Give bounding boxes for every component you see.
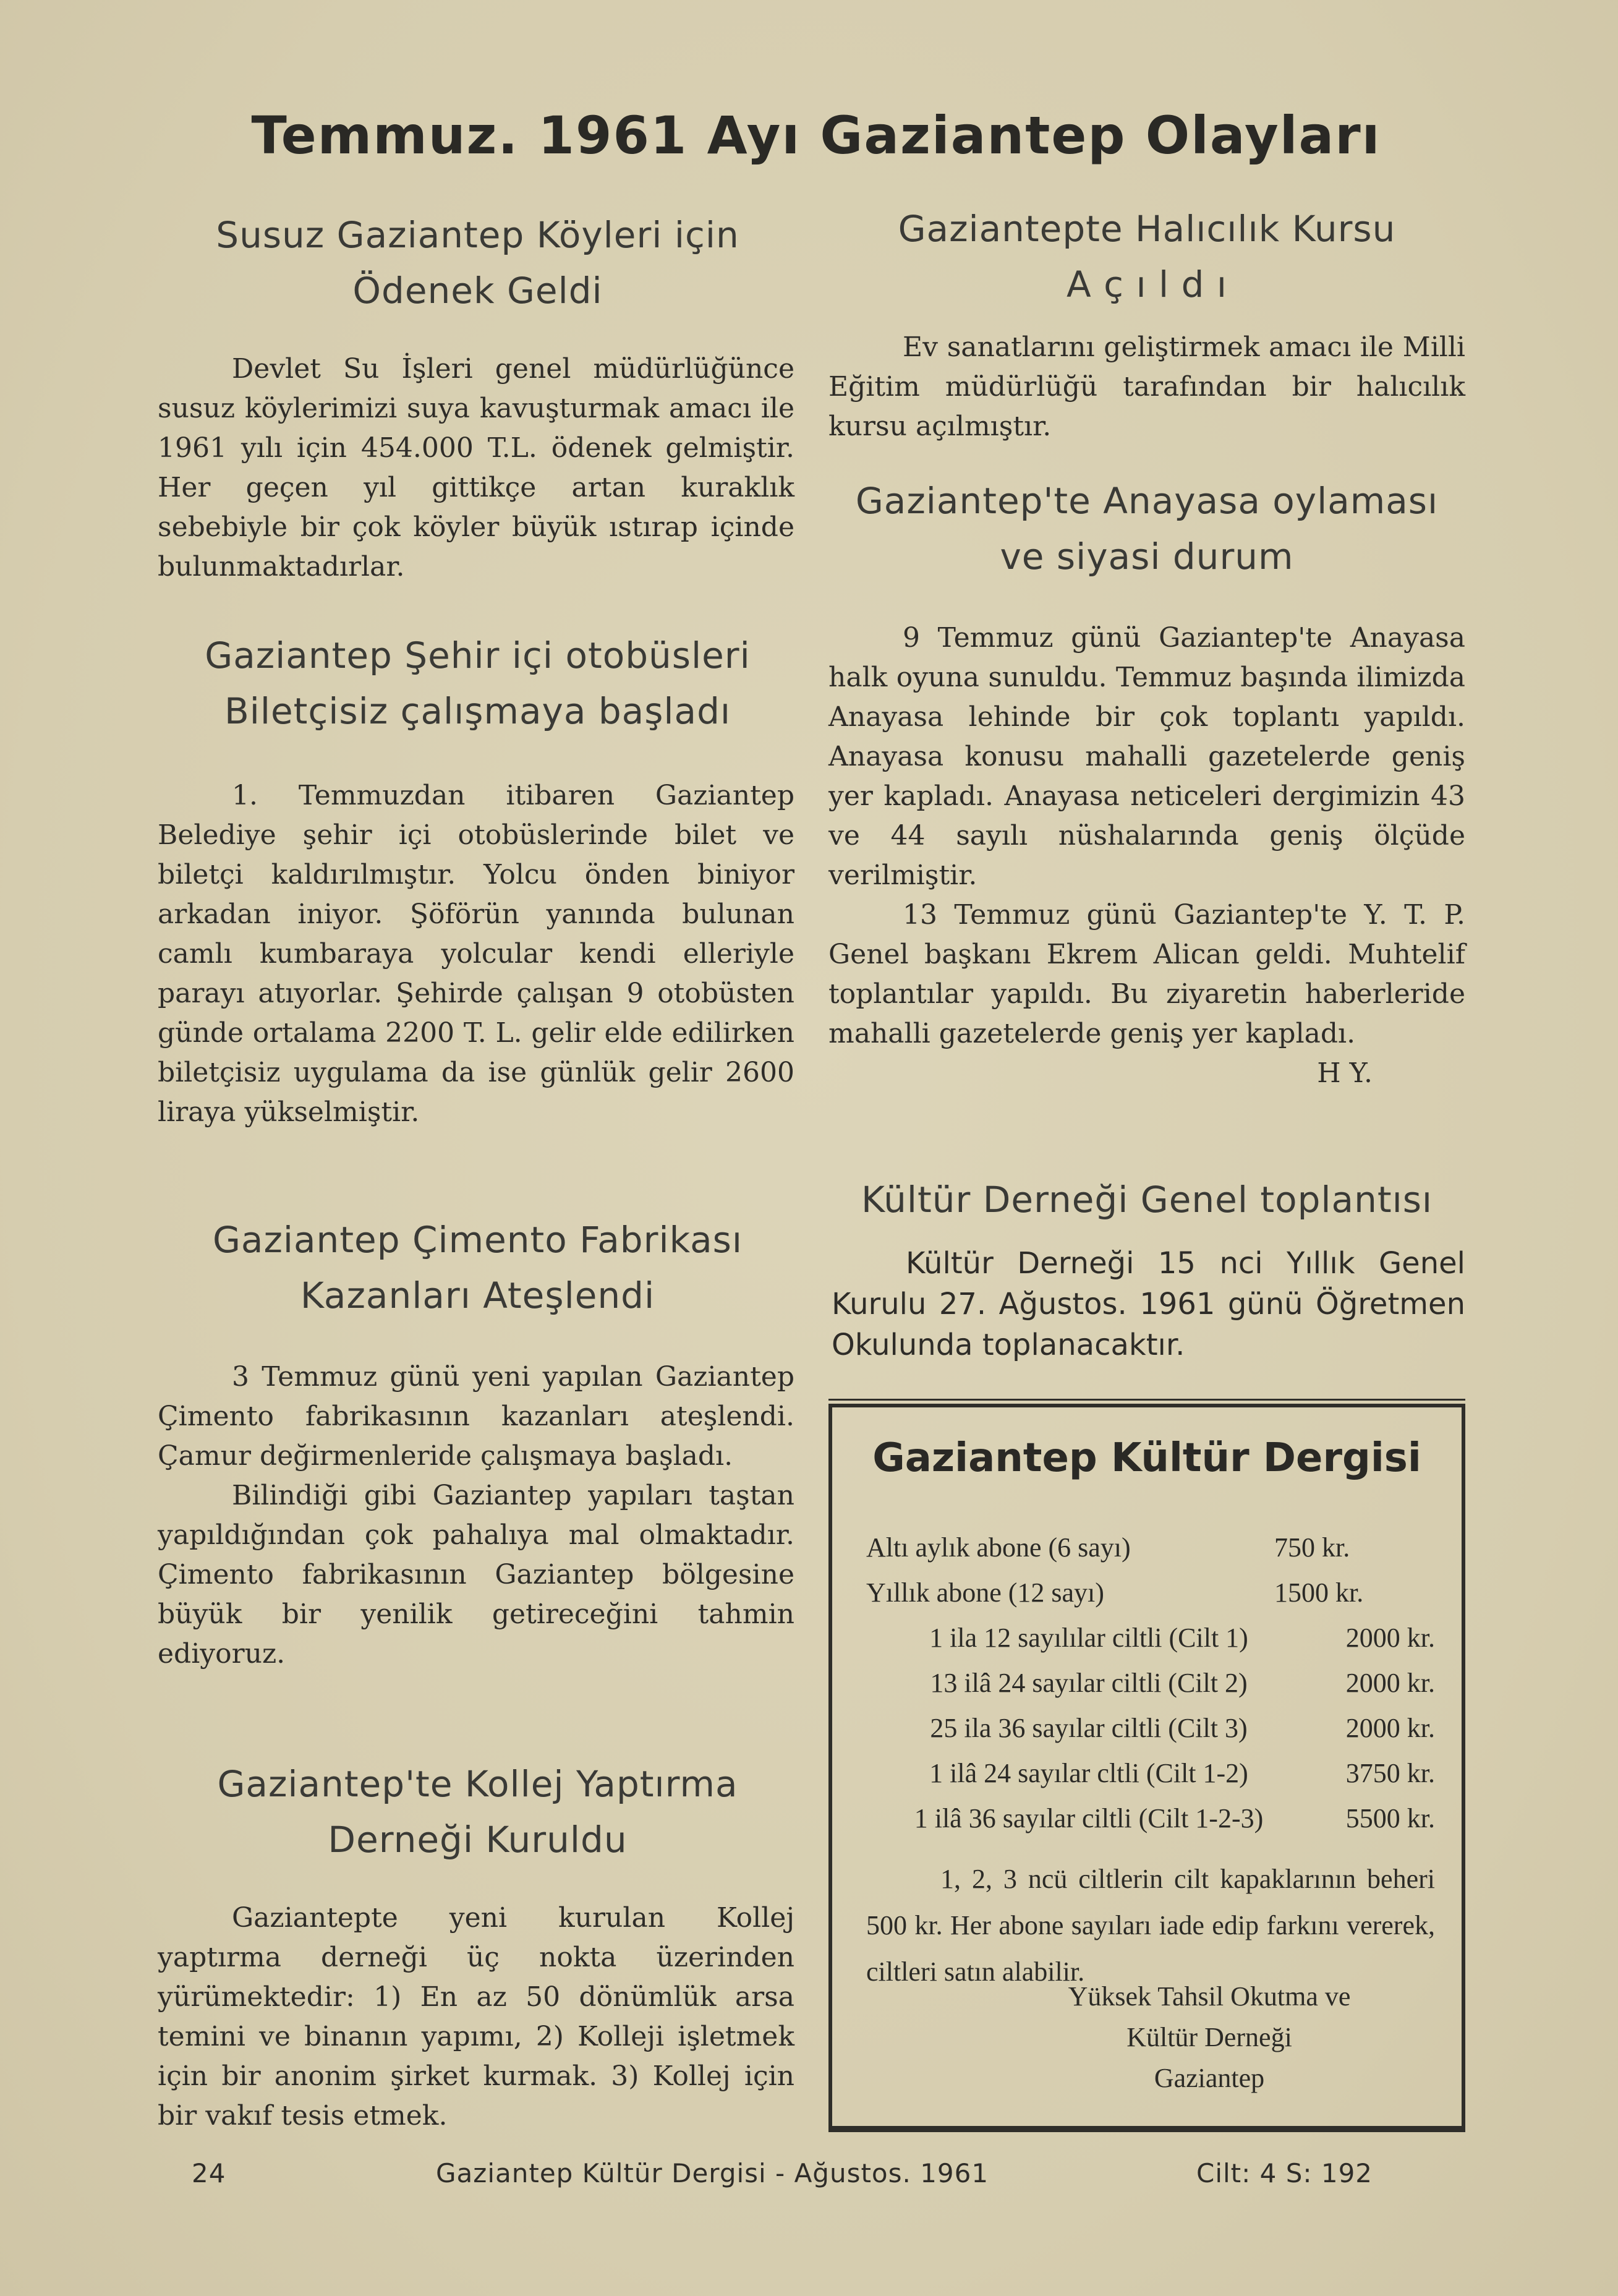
heading-line: ve siyasi durum: [1000, 536, 1294, 578]
price-label: Yıllık abone (12 sayı): [866, 1577, 1104, 1608]
heading-line: Gaziantepte Halıcılık Kursu: [898, 208, 1396, 250]
price-label: 1 ilâ 36 sayılar ciltli (Cilt 1-2-3): [914, 1803, 1264, 1833]
heading-line: Gaziantep'te Kollej Yaptırma: [217, 1763, 738, 1805]
publication-line: Gaziantep Kültür Dergisi - Ağustos. 1961: [436, 2158, 989, 2188]
price-label: 1 ila 12 sayılılar ciltli (Cilt 1): [929, 1623, 1248, 1653]
article-heading-city-buses: [155, 628, 801, 739]
price-value: 2000 kr.: [1345, 1713, 1435, 1743]
price-value: 5500 kr.: [1345, 1803, 1435, 1833]
heading-line: Kültür Derneği Genel toplantısı: [861, 1179, 1433, 1221]
price-row: [866, 1525, 1435, 1570]
article-heading-village-water: [155, 207, 801, 318]
price-label: 1 ilâ 24 sayılar cltli (Cilt 1-2): [929, 1758, 1248, 1788]
publisher-block: [1018, 1976, 1401, 2099]
heading-line: A ç ı l d ı: [1067, 263, 1227, 305]
box-bottom-rule: [828, 2126, 1465, 2132]
article-body-carpet-course: [828, 328, 1465, 446]
heading-line: Biletçisiz çalışmaya başladı: [224, 690, 731, 732]
article-heading-cement-factory: [155, 1212, 801, 1323]
article-heading-carpet-course: [825, 201, 1468, 312]
paragraph: 3 Temmuz günü yeni yapılan Gaziantep Çimento fabrikasının kazanları ateşlendi. Çamur değirmenleride çalışmaya başladı.: [158, 1361, 794, 1472]
article-heading-culture-assembly: [825, 1172, 1468, 1227]
heading-line: Kazanları Ateşlendi: [300, 1274, 655, 1317]
price-value: 2000 kr.: [1345, 1623, 1435, 1653]
price-list: [866, 1525, 1435, 1841]
article-body-culture-assembly: [832, 1243, 1465, 1365]
publisher-line: Gaziantep: [1154, 2063, 1265, 2093]
article-body-college-association: [158, 1898, 794, 2136]
heading-line: Gaziantep Şehir içi otobüsleri: [205, 634, 751, 676]
publisher-line: Kültür Derneği: [1126, 2022, 1292, 2052]
paragraph: Bilindiği gibi Gaziantep yapıları taştan yapıldığından çok pahalıya mal olmaktadır. Çimento fabrikasının Gaziantep bölgesine büyük bir yenilik getireceğini tahmin ediyoruz.: [158, 1480, 794, 1670]
page-number: 24: [192, 2158, 226, 2188]
heading-line: Ödenek Geldi: [352, 270, 603, 312]
price-value: 750 kr.: [1274, 1532, 1350, 1563]
article-heading-constitution-vote: [825, 473, 1468, 584]
heading-line: Susuz Gaziantep Köyleri için: [216, 214, 739, 256]
article-body-constitution-vote: [828, 618, 1465, 1093]
article-body-village-water: [158, 349, 794, 587]
paragraph: 1, 2, 3 ncü ciltlerin cilt kapaklarının beheri 500 kr. Her abone sayıları iade edip farkını vererek, ciltleri satın alabilir.: [866, 1864, 1435, 1987]
price-row: [866, 1751, 1435, 1796]
article-body-cement-factory: [158, 1357, 794, 1674]
page-title: Temmuz. 1961 Ayı Gaziantep Olayları: [251, 105, 1381, 166]
price-row: [866, 1660, 1435, 1705]
heading-line: Gaziantep'te Anayasa oylaması: [855, 480, 1439, 522]
price-row: [866, 1570, 1435, 1615]
box-note: [866, 1856, 1435, 1995]
heading-line: Derneği Kuruldu: [328, 1819, 628, 1861]
paragraph: Kültür Derneği 15 nci Yıllık Genel Kurulu 27. Ağustos. 1961 günü Öğretmen Okulunda toplanacaktır.: [832, 1246, 1465, 1362]
heading-line: Gaziantep Çimento Fabrikası: [212, 1219, 743, 1261]
volume-info: Cilt: 4 S: 192: [1196, 2158, 1373, 2188]
price-label: 13 ilâ 24 sayılar ciltli (Cilt 2): [930, 1668, 1248, 1698]
article-body-city-buses: [158, 776, 794, 1132]
paragraph: Devlet Su İşleri genel müdürlüğünce susuz köylerimizi suya kavuşturmak amacı ile 1961 yılı için 454.000 T.L. ödenek gelmiştir. Her geçen yıl gittikçe artan kuraklık sebebiyle bir çok köyler büyük ıstırap içinde bulunmaktadırlar.: [158, 353, 794, 583]
price-value: 2000 kr.: [1345, 1668, 1435, 1698]
paragraph: Gaziantepte yeni kurulan Kollej yaptırma derneği üç nokta üzerinden yürümektedir: 1) En az 50 dönümlük arsa temini ve binanın yapımı, 2) Kolleji işletmek için bir anonim şirket kurmak. 3) Kollej için bir vakıf tesis etmek.: [158, 1902, 794, 2132]
box-title: Gaziantep Kültür Dergisi: [872, 1435, 1421, 1481]
price-value: 3750 kr.: [1345, 1758, 1435, 1788]
paragraph: 1. Temmuzdan itibaren Gaziantep Belediye şehir içi otobüslerinde bilet ve biletçi kaldırılmıştır. Yolcu önden biniyor arkadan iniyor. Şöförün yanında bulunan camlı kumbaraya yolcular kendi elleriyle parayı atıyorlar. Şehirde çalışan 9 otobüsten günde ortalama 2200 T. L. gelir elde edilirken biletçisiz uygulama da ise günlük gelir 2600 liraya yükselmiştir.: [158, 780, 794, 1128]
price-label: 25 ila 36 sayılar ciltli (Cilt 3): [930, 1713, 1248, 1743]
price-row: [866, 1796, 1435, 1841]
price-value: 1500 kr.: [1274, 1577, 1364, 1608]
price-row: [866, 1705, 1435, 1751]
article-heading-college-association: [155, 1756, 801, 1867]
price-row: [866, 1615, 1435, 1660]
subscription-box: [828, 1404, 1465, 2130]
paragraph: 13 Temmuz günü Gaziantep'te Y. T. P. Genel başkanı Ekrem Alican geldi. Muhtelif toplantılar yapıldı. Bu ziyaretin haberleride mahalli gazetelerde geniş yer kapladı.: [828, 899, 1465, 1049]
paragraph: Ev sanatlarını geliştirmek amacı ile Milli Eğitim müdürlüğü tarafından bir halıcılık kursu açılmıştır.: [828, 331, 1465, 442]
paragraph: 9 Temmuz günü Gaziantep'te Anayasa halk oyuna sunuldu. Temmuz başında ilimizda Anayasa lehinde bir çok toplantı yapıldı. Anayasa konusu mahalli gazetelerde geniş yer kapladı. Anayasa neticeleri dergimizin 43 ve 44 sayılı nüshalarında geniş ölçüde verilmiştir.: [828, 622, 1465, 891]
signature-initials: H Y.: [1317, 1057, 1373, 1089]
publisher-line: Yüksek Tahsil Okutma ve: [1068, 1981, 1351, 2012]
price-label: Altı aylık abone (6 sayı): [866, 1532, 1131, 1563]
